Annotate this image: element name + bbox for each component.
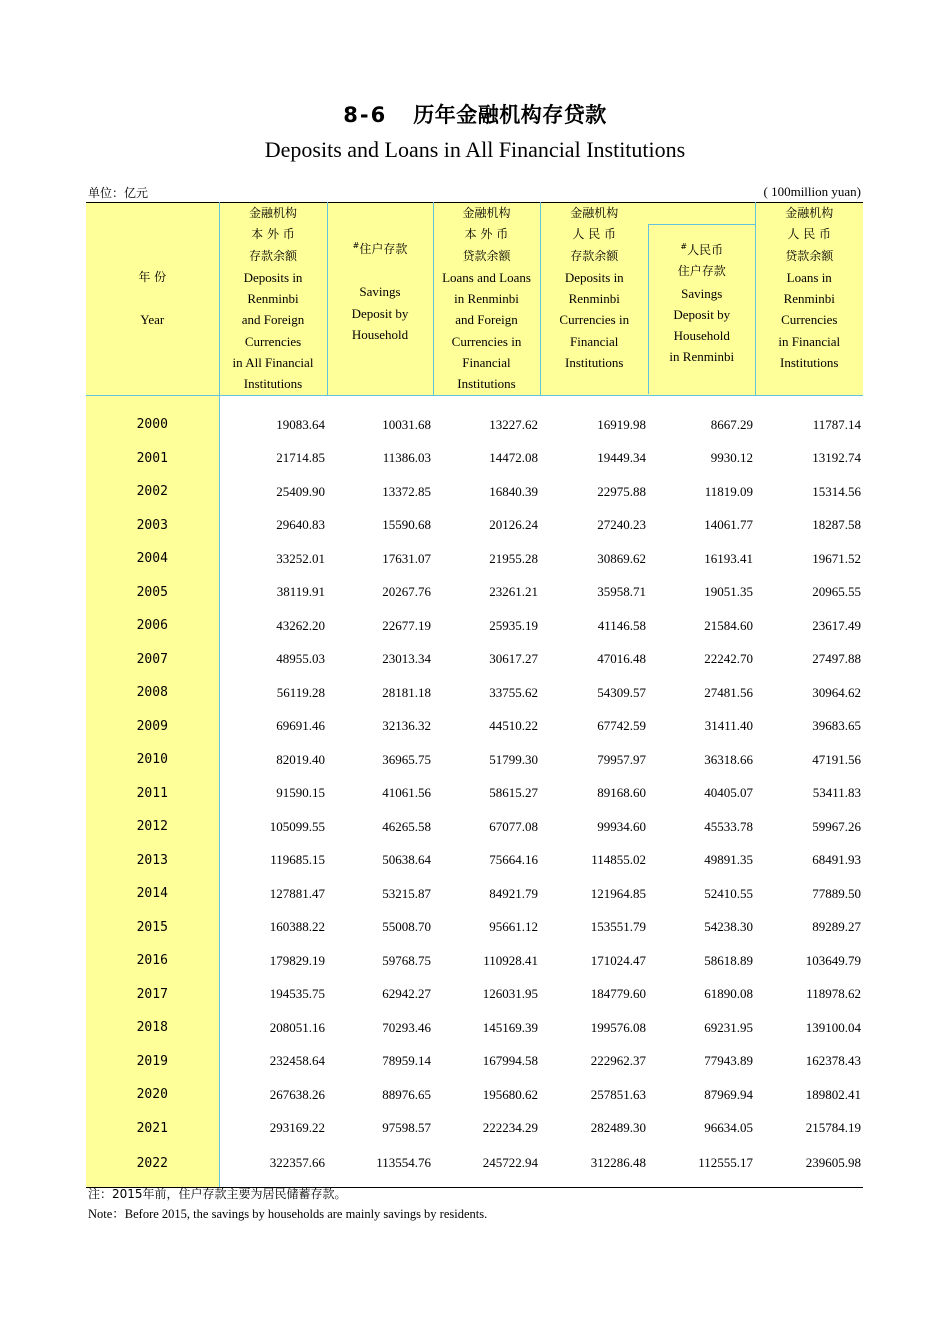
- value-cell: 13192.74: [812, 450, 861, 466]
- value-cell: 8667.29: [710, 416, 753, 432]
- value-cell: 61890.08: [704, 986, 753, 1002]
- year-cell: 2020: [86, 1078, 219, 1112]
- value-cell: 121964.85: [590, 885, 646, 901]
- value-cell: 96634.05: [704, 1120, 753, 1136]
- value-cell: 312286.48: [540, 1145, 648, 1188]
- value-cell: 22975.88: [597, 483, 646, 499]
- table-row: [86, 542, 863, 576]
- value-cell: 55008.70: [382, 919, 431, 935]
- header-col5-line: Household: [673, 328, 730, 344]
- year-cell: 2001: [86, 442, 219, 476]
- table-row: [86, 710, 863, 744]
- value-cell: 11386.03: [382, 450, 431, 466]
- value-cell: 68491.93: [812, 852, 861, 868]
- data-table-container: [86, 202, 863, 1188]
- value-cell: 23261.21: [489, 584, 538, 600]
- value-cell: 13227.62: [489, 416, 538, 432]
- header-col6-line: Renminbi: [783, 291, 835, 307]
- value-cell: 53411.83: [812, 785, 861, 801]
- header-col3-line: Currencies in: [451, 333, 522, 349]
- header-col1-line: in All Financial: [232, 355, 314, 371]
- value-cell: 89289.27: [812, 919, 861, 935]
- table-row: [86, 1045, 863, 1079]
- year-cell: 2005: [86, 576, 219, 610]
- value-cell: 38119.91: [276, 584, 325, 600]
- header-col1-line: 本 外 币: [251, 227, 295, 242]
- value-cell: 84921.79: [489, 885, 538, 901]
- page-title-en: Deposits and Loans in All Financial Institutions: [264, 137, 686, 162]
- value-cell: 31411.40: [704, 718, 753, 734]
- header-col2-line: Household: [351, 326, 409, 342]
- header-col5-line: Deposit by: [673, 306, 731, 322]
- value-cell: 49891.35: [704, 852, 753, 868]
- value-cell: 13372.85: [382, 483, 431, 499]
- table-row: [86, 1011, 863, 1045]
- year-cell: 2011: [86, 777, 219, 811]
- value-cell: 171024.47: [590, 952, 646, 968]
- value-cell: 179829.19: [269, 952, 325, 968]
- value-cell: 91590.15: [276, 785, 325, 801]
- year-cell: 2002: [86, 475, 219, 509]
- year-cell: 2013: [86, 844, 219, 878]
- header-col4-line: 人 民 币: [572, 227, 617, 242]
- value-cell: 16193.41: [704, 550, 753, 566]
- value-cell: 160388.22: [269, 919, 325, 935]
- header-col2: [327, 203, 433, 396]
- table-row: [86, 1112, 863, 1146]
- year-cell: 2007: [86, 643, 219, 677]
- value-cell: 15314.56: [812, 483, 861, 499]
- value-cell: 39683.65: [812, 718, 861, 734]
- year-cell: 2012: [86, 810, 219, 844]
- note-cn: 注：2015年前，住户存款主要为居民储蓄存款。: [88, 1187, 347, 1201]
- header-col3: [433, 203, 540, 396]
- note-en: Note：Before 2015, the savings by households are mainly savings by residents.: [88, 1207, 488, 1221]
- value-cell: 112555.17: [648, 1145, 755, 1188]
- header-col1-line: 存款余额: [248, 248, 297, 263]
- value-cell: 19083.64: [276, 416, 325, 432]
- value-cell: 56119.28: [276, 684, 325, 700]
- value-cell: 35958.71: [597, 584, 646, 600]
- value-cell: 245722.94: [433, 1145, 540, 1188]
- value-cell: 75664.16: [489, 852, 538, 868]
- value-cell: 28181.18: [382, 684, 431, 700]
- value-cell: 27497.88: [812, 651, 861, 667]
- value-cell: 30964.62: [812, 684, 861, 700]
- value-cell: 322357.66: [219, 1145, 327, 1188]
- deposits-loans-table: [86, 202, 863, 1188]
- header-year-cn: 年 份: [138, 270, 167, 285]
- table-row: [86, 576, 863, 610]
- year-cell: 2014: [86, 877, 219, 911]
- value-cell: 77889.50: [812, 885, 861, 901]
- value-cell: 19671.52: [812, 550, 861, 566]
- value-cell: 9930.12: [710, 450, 753, 466]
- table-row: [86, 676, 863, 710]
- table-row: [86, 877, 863, 911]
- value-cell: 47191.56: [812, 751, 861, 767]
- value-cell: 14472.08: [489, 450, 538, 466]
- value-cell: 54238.30: [704, 919, 753, 935]
- header-col5: [648, 203, 755, 396]
- table-number: 8-6: [343, 103, 388, 127]
- value-cell: 19449.34: [597, 450, 646, 466]
- value-cell: 167994.58: [482, 1053, 538, 1069]
- header-col6-line: in Financial: [778, 333, 841, 349]
- value-cell: 11787.14: [812, 416, 861, 432]
- header-col3-line: Institutions: [457, 376, 516, 392]
- value-cell: 293169.22: [269, 1120, 325, 1136]
- header-col5-line: #人民币: [680, 242, 724, 257]
- header-col3-line: 金融机构: [462, 206, 511, 220]
- value-cell: 194535.75: [269, 986, 325, 1002]
- value-cell: 23013.34: [382, 651, 431, 667]
- value-cell: 103649.79: [805, 952, 861, 968]
- table-row: [86, 1078, 863, 1112]
- value-cell: 54309.57: [597, 684, 646, 700]
- value-cell: 69231.95: [704, 1019, 753, 1035]
- header-col4-line: Institutions: [564, 355, 624, 371]
- header-col6-line: Institutions: [779, 355, 839, 371]
- value-cell: 36318.66: [704, 751, 753, 767]
- header-col1-line: Institutions: [243, 376, 303, 392]
- year-cell: 2019: [86, 1045, 219, 1079]
- value-cell: 50638.64: [382, 852, 431, 868]
- header-year-en: Year: [140, 312, 165, 328]
- value-cell: 25409.90: [276, 483, 325, 499]
- value-cell: 19051.35: [704, 584, 753, 600]
- value-cell: 25935.19: [489, 617, 538, 633]
- value-cell: 51799.30: [489, 751, 538, 767]
- page-title-cn: [0, 99, 950, 129]
- header-col5-box: [648, 224, 755, 394]
- value-cell: 29640.83: [276, 517, 325, 533]
- table-row: [86, 743, 863, 777]
- value-cell: 77943.89: [704, 1053, 753, 1069]
- value-cell: 189802.41: [805, 1086, 861, 1102]
- value-cell: 119685.15: [270, 852, 325, 868]
- header-col3-line: and Foreign: [455, 312, 518, 328]
- year-cell: 2016: [86, 944, 219, 978]
- value-cell: 215784.19: [805, 1120, 861, 1136]
- table-row: [86, 777, 863, 811]
- value-cell: 22242.70: [704, 651, 753, 667]
- header-col4: [540, 203, 648, 396]
- value-cell: 110928.41: [483, 952, 538, 968]
- table-body: [86, 395, 863, 1188]
- value-cell: 87969.94: [704, 1086, 753, 1102]
- table-row: [86, 395, 863, 442]
- header-year: [86, 203, 219, 396]
- value-cell: 67077.08: [489, 818, 538, 834]
- header-col4-line: Currencies in: [559, 312, 630, 328]
- value-cell: 67742.59: [597, 718, 646, 734]
- value-cell: 21584.60: [704, 617, 753, 633]
- value-cell: 82019.40: [276, 751, 325, 767]
- value-cell: 52410.55: [704, 885, 753, 901]
- header-col1-line: Deposits in: [243, 269, 303, 285]
- unit-label-en: ( 100million yuan): [763, 184, 861, 199]
- footnote-marker: #: [352, 241, 360, 250]
- value-cell: 15590.68: [382, 517, 431, 533]
- value-cell: 11819.09: [704, 483, 753, 499]
- value-cell: 58615.27: [489, 785, 538, 801]
- value-cell: 48955.03: [276, 651, 325, 667]
- value-cell: 47016.48: [597, 651, 646, 667]
- value-cell: 33755.62: [489, 684, 538, 700]
- value-cell: 32136.32: [382, 718, 431, 734]
- value-cell: 41146.58: [597, 617, 646, 633]
- year-cell: 2006: [86, 609, 219, 643]
- year-cell: 2003: [86, 509, 219, 543]
- value-cell: 89168.60: [597, 785, 646, 801]
- value-cell: 17631.07: [382, 550, 431, 566]
- value-cell: 45533.78: [704, 818, 753, 834]
- year-cell: 2021: [86, 1112, 219, 1146]
- value-cell: 162378.43: [805, 1053, 861, 1069]
- table-row: [86, 1145, 863, 1188]
- header-col3-line: 本 外 币: [464, 227, 509, 242]
- table-row: [86, 609, 863, 643]
- value-cell: 23617.49: [812, 617, 861, 633]
- value-cell: 62942.27: [382, 986, 431, 1002]
- value-cell: 27240.23: [597, 517, 646, 533]
- value-cell: 21955.28: [489, 550, 538, 566]
- table-row: [86, 475, 863, 509]
- value-cell: 44510.22: [489, 718, 538, 734]
- value-cell: 222234.29: [482, 1120, 538, 1136]
- value-cell: 18287.58: [812, 517, 861, 533]
- header-col1: [219, 203, 327, 396]
- value-cell: 70293.46: [382, 1019, 431, 1035]
- value-cell: 10031.68: [382, 416, 431, 432]
- header-col6-line: Loans in: [786, 269, 832, 285]
- year-cell: 2008: [86, 676, 219, 710]
- header-col4-line: Renminbi: [568, 291, 620, 307]
- header-col2-line: [328, 260, 433, 281]
- value-cell: 21714.85: [276, 450, 325, 466]
- value-cell: 58618.89: [704, 952, 753, 968]
- year-cell: 2004: [86, 542, 219, 576]
- value-cell: 127881.47: [269, 885, 325, 901]
- value-cell: 99934.60: [597, 818, 646, 834]
- value-cell: 145169.39: [482, 1019, 538, 1035]
- header-col3-line: Loans and Loans: [442, 269, 531, 285]
- header-col6-line: 金融机构: [785, 206, 834, 220]
- header-col3-line: 贷款余额: [462, 248, 511, 263]
- year-cell: 2017: [86, 978, 219, 1012]
- header-col6: [755, 203, 863, 396]
- value-cell: 40405.07: [704, 785, 753, 801]
- title-cn-text: 历年金融机构存贷款: [413, 103, 607, 127]
- value-cell: 184779.60: [590, 986, 646, 1002]
- table-row: [86, 978, 863, 1012]
- year-cell: 2009: [86, 710, 219, 744]
- value-cell: 195680.62: [482, 1086, 538, 1102]
- year-cell: 2015: [86, 911, 219, 945]
- header-col2-line: Savings: [359, 284, 401, 300]
- unit-label-cn: 单位：亿元: [88, 186, 149, 200]
- value-cell: 69691.46: [276, 718, 325, 734]
- footnote-marker: #: [680, 242, 688, 251]
- header-col1-line: Currencies: [244, 333, 302, 349]
- header-col3-line: in Renminbi: [454, 291, 519, 307]
- header-col6-line: 人 民 币: [787, 227, 832, 242]
- value-cell: 46265.58: [382, 818, 431, 834]
- value-cell: 208051.16: [269, 1019, 325, 1035]
- header-col4-line: Financial: [570, 333, 619, 349]
- year-cell: 2000: [86, 395, 219, 442]
- year-cell: 2022: [86, 1145, 219, 1188]
- header-col4-line: Deposits in: [564, 269, 624, 285]
- header-col3-line: Financial: [462, 355, 511, 371]
- value-cell: 282489.30: [590, 1120, 646, 1136]
- value-cell: 105099.55: [269, 818, 325, 834]
- header-col2-line: Deposit by: [351, 305, 409, 321]
- value-cell: 153551.79: [590, 919, 646, 935]
- value-cell: 126031.95: [482, 986, 538, 1002]
- header-col1-line: Renminbi: [247, 291, 299, 307]
- value-cell: 30617.27: [489, 651, 538, 667]
- value-cell: 22677.19: [382, 617, 431, 633]
- value-cell: 222962.37: [590, 1053, 646, 1069]
- value-cell: 97598.57: [382, 1120, 431, 1136]
- value-cell: 95661.12: [489, 919, 538, 935]
- header-col6-line: Currencies: [781, 312, 838, 328]
- value-cell: 16919.98: [597, 416, 646, 432]
- value-cell: 43262.20: [276, 617, 325, 633]
- value-cell: 27481.56: [704, 684, 753, 700]
- value-cell: 114855.02: [591, 852, 646, 868]
- table-row: [86, 442, 863, 476]
- value-cell: 78959.14: [382, 1053, 431, 1069]
- header-col1-line: and Foreign: [241, 312, 305, 328]
- header-col1-line: 金融机构: [248, 206, 297, 220]
- table-row: [86, 643, 863, 677]
- value-cell: 232458.64: [269, 1053, 325, 1069]
- value-cell: 16840.39: [489, 483, 538, 499]
- value-cell: 199576.08: [590, 1019, 646, 1035]
- value-cell: 41061.56: [382, 785, 431, 801]
- value-cell: 257851.63: [590, 1086, 646, 1102]
- value-cell: 113554.76: [327, 1145, 433, 1188]
- year-cell: 2018: [86, 1011, 219, 1045]
- table-row: [86, 911, 863, 945]
- value-cell: 20965.55: [812, 584, 861, 600]
- table-row: [86, 944, 863, 978]
- value-cell: 59967.26: [812, 818, 861, 834]
- value-cell: 118978.62: [806, 986, 861, 1002]
- table-row: [86, 844, 863, 878]
- header-col2-line: #住户存款: [352, 241, 408, 256]
- value-cell: 139100.04: [805, 1019, 861, 1035]
- table-header: [86, 203, 863, 396]
- value-cell: 14061.77: [704, 517, 753, 533]
- value-cell: 33252.01: [276, 550, 325, 566]
- header-col5-line: Savings: [681, 285, 723, 301]
- year-cell: 2010: [86, 743, 219, 777]
- table-row: [86, 810, 863, 844]
- value-cell: 30869.62: [597, 550, 646, 566]
- value-cell: 59768.75: [382, 952, 431, 968]
- header-col5-spacer: [648, 203, 755, 224]
- value-cell: 88976.65: [382, 1086, 431, 1102]
- header-col4-line: 金融机构: [570, 206, 619, 220]
- value-cell: 267638.26: [269, 1086, 325, 1102]
- header-col5-line: in Renminbi: [669, 349, 735, 365]
- value-cell: 53215.87: [382, 885, 431, 901]
- header-col5-line: 住户存款: [677, 264, 726, 279]
- value-cell: 20126.24: [489, 517, 538, 533]
- value-cell: 79957.97: [597, 751, 646, 767]
- header-col6-line: 贷款余额: [785, 248, 834, 263]
- header-col4-line: 存款余额: [570, 248, 619, 263]
- table-row: [86, 509, 863, 543]
- value-cell: 239605.98: [755, 1145, 863, 1188]
- value-cell: 36965.75: [382, 751, 431, 767]
- value-cell: 20267.76: [382, 584, 431, 600]
